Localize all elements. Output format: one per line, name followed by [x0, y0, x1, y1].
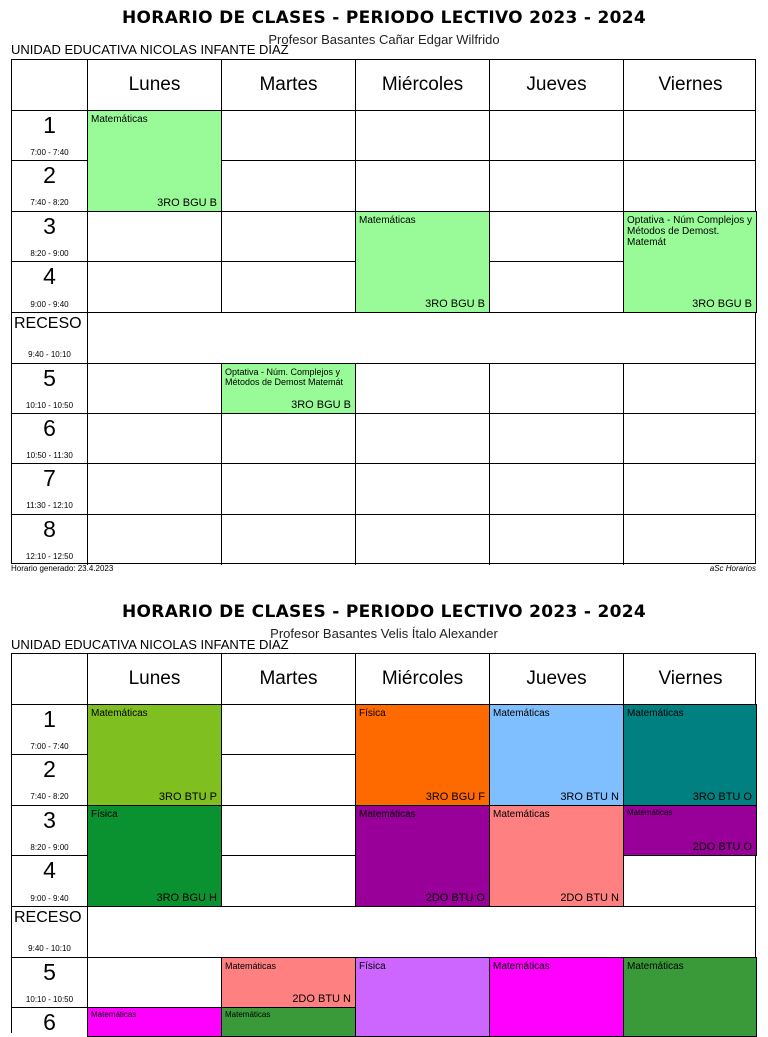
day-header-viernes: Viernes [658, 668, 723, 689]
period-time: 10:50 - 11:30 [26, 451, 73, 460]
lesson-subject: Matemáticas [359, 809, 416, 820]
period-time: 7:00 - 7:40 [30, 742, 69, 751]
period-number: 8 [43, 516, 56, 542]
lesson-block[interactable] [355, 704, 490, 806]
lesson-block[interactable] [355, 211, 490, 313]
lesson-block[interactable] [87, 1007, 222, 1037]
period-number: 1 [43, 706, 56, 732]
lesson-subject: Matemáticas [91, 114, 148, 125]
lesson-subject: Matemáticas [91, 708, 148, 719]
period-number: 5 [43, 959, 56, 985]
lesson-block[interactable] [489, 704, 624, 806]
lesson-subject: Física [91, 809, 118, 820]
lesson-group: 3RO BGU B [157, 197, 217, 209]
timetable-grid [11, 59, 756, 564]
lesson-group: 2DO BTU O [692, 841, 752, 853]
school-name: UNIDAD EDUCATIVA NICOLAS INFANTE DIAZ [11, 637, 289, 652]
period-time: 8:20 - 9:00 [30, 843, 69, 852]
period-number: 5 [43, 365, 56, 391]
lesson-group: 3RO BGU B [692, 298, 752, 310]
teacher-name: Profesor Basantes Cañar Edgar Wilfrido [268, 32, 500, 47]
lesson-subject: Optativa - Núm. Complejos y Métodos de Demost Matemát [225, 367, 344, 387]
period-number: 4 [43, 263, 56, 289]
period-time: 9:00 - 9:40 [30, 300, 69, 309]
period-time: 10:10 - 10:50 [25, 401, 74, 410]
software-credit: aSc Horarios [709, 564, 756, 573]
recess-label: RECESO [14, 909, 82, 926]
lesson-group: 2DO BTU O [425, 892, 485, 904]
lesson-group: 2DO BTU N [292, 993, 351, 1005]
lesson-group: 3RO BGU B [425, 298, 485, 310]
lesson-subject: Matemáticas [225, 1010, 271, 1019]
lesson-subject: Matemáticas [225, 961, 277, 971]
lesson-block[interactable] [355, 805, 490, 907]
timetable-grid [11, 653, 756, 1033]
lesson-block[interactable] [623, 211, 757, 313]
day-header-martes: Martes [259, 74, 318, 95]
period-number: 7 [43, 465, 56, 491]
period-time: 7:00 - 7:40 [30, 148, 69, 157]
lesson-block[interactable] [623, 957, 757, 1037]
lesson-block[interactable] [87, 805, 222, 907]
page-title: HORARIO DE CLASES - PERIODO LECTIVO 2023 - 2024 [122, 8, 646, 28]
lesson-block[interactable] [221, 1007, 356, 1037]
lesson-group: 3RO BTU N [560, 791, 619, 803]
lesson-subject: Matemáticas [493, 809, 550, 820]
page-title: HORARIO DE CLASES - PERIODO LECTIVO 2023 - 2024 [122, 602, 646, 622]
lesson-group: 3RO BGU B [291, 399, 351, 411]
recess-time: 9:40 - 10:10 [28, 944, 71, 953]
lesson-block[interactable] [489, 805, 624, 907]
day-header-lunes: Lunes [128, 668, 181, 689]
lesson-group: 3RO BTU P [158, 791, 217, 803]
lesson-subject: Optativa - Núm Complejos y Métodos de Demost. Matemát [627, 215, 753, 248]
lesson-subject: Matemáticas [91, 1010, 137, 1019]
lesson-subject: Matemáticas [493, 708, 550, 719]
period-number: 2 [43, 162, 56, 188]
school-name: UNIDAD EDUCATIVA NICOLAS INFANTE DIAZ [11, 42, 289, 57]
lesson-group: 3RO BGU H [156, 892, 217, 904]
generated-date: Horario generado: 23.4.2023 [11, 564, 114, 573]
period-number: 1 [43, 112, 56, 138]
lesson-group: 3RO BTU O [692, 791, 752, 803]
lesson-block[interactable] [87, 704, 222, 806]
recess-time: 9:40 - 10:10 [28, 350, 71, 359]
period-time: 8:20 - 9:00 [30, 249, 69, 258]
period-time: 9:00 - 9:40 [30, 894, 69, 903]
day-header-miercoles: Miércoles [381, 74, 464, 95]
lesson-group: 2DO BTU N [560, 892, 619, 904]
lesson-subject: Matemáticas [627, 808, 673, 817]
day-header-jueves: Jueves [526, 668, 587, 689]
lesson-block[interactable] [221, 957, 356, 1008]
recess-label: RECESO [14, 315, 82, 332]
lesson-subject: Física [359, 708, 386, 719]
period-time: 7:40 - 8:20 [30, 792, 69, 801]
period-number: 6 [43, 1009, 56, 1035]
lesson-block[interactable] [623, 805, 757, 856]
period-number: 3 [43, 213, 56, 239]
lesson-block[interactable] [221, 363, 356, 414]
day-header-lunes: Lunes [128, 74, 181, 95]
lesson-subject: Matemáticas [493, 961, 550, 972]
period-number: 6 [43, 415, 56, 441]
lesson-block[interactable] [623, 704, 757, 806]
lesson-subject: Matemáticas [359, 215, 416, 226]
period-number: 3 [43, 807, 56, 833]
period-time: 10:10 - 10:50 [25, 995, 74, 1004]
lesson-block[interactable] [489, 957, 624, 1037]
lesson-subject: Matemáticas [627, 708, 684, 719]
lesson-subject: Matemáticas [627, 961, 684, 972]
teacher-name: Profesor Basantes Velis Ítalo Alexander [270, 626, 498, 641]
period-time: 11:30 - 12:10 [26, 501, 73, 510]
lesson-block[interactable] [355, 957, 490, 1037]
lesson-group: 3RO BGU F [425, 791, 485, 803]
day-header-viernes: Viernes [658, 74, 723, 95]
lesson-block[interactable] [87, 110, 222, 212]
day-header-jueves: Jueves [526, 74, 587, 95]
period-time: 7:40 - 8:20 [30, 198, 69, 207]
lesson-subject: Física [359, 961, 386, 972]
period-number: 2 [43, 756, 56, 782]
day-header-martes: Martes [259, 668, 318, 689]
period-number: 4 [43, 857, 56, 883]
day-header-miercoles: Miércoles [381, 668, 464, 689]
period-time: 12:10 - 12:50 [25, 552, 74, 561]
